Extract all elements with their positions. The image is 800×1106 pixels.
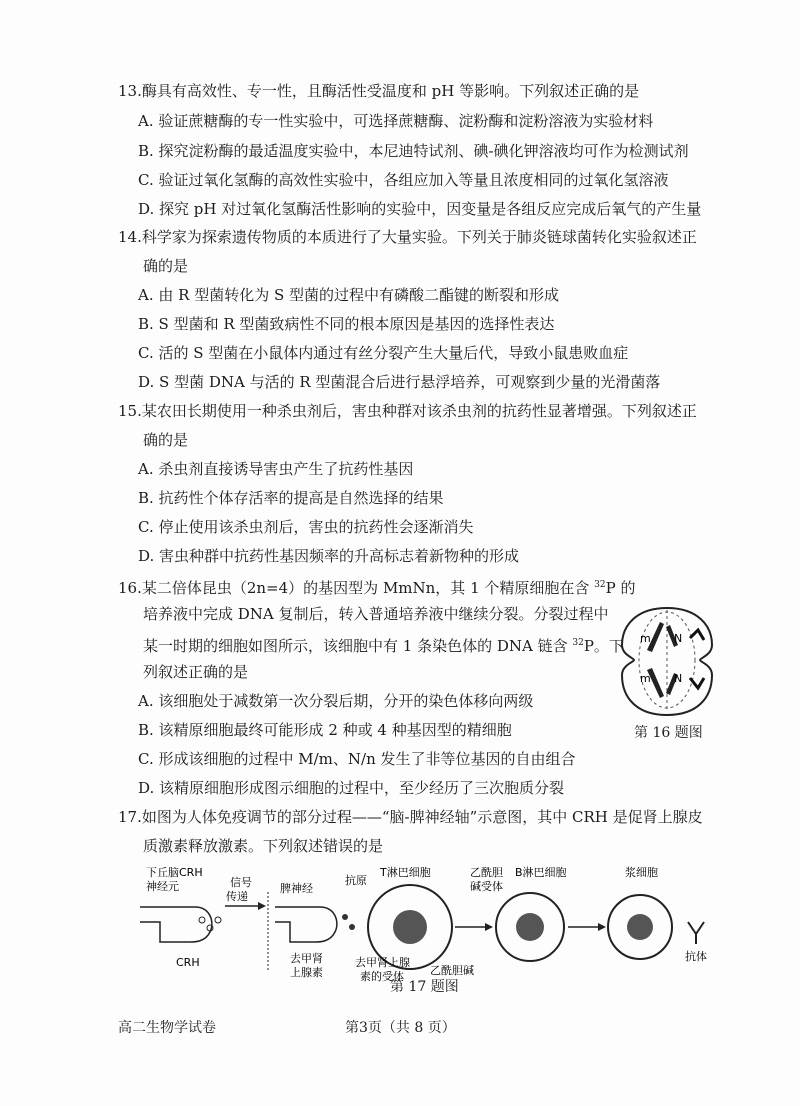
question-16-option-d: D. 该精原细胞形成图示细胞的过程中，至少经历了三次胞质分裂	[138, 779, 565, 797]
ne-vesicle	[349, 924, 355, 930]
label-signal-2: 传递	[226, 890, 248, 903]
question-15-option-b: B. 抗药性个体存活率的提高是自然选择的结果	[138, 489, 444, 507]
b-cell-nucleus	[516, 913, 544, 941]
question-15-option-c: C. 停止使用该杀虫剂后，害虫的抗药性会逐渐消失	[138, 518, 474, 536]
label-ach-receptor-2: 碱受体	[470, 880, 503, 893]
question-14-stem: 14.科学家为探索遗传物质的本质进行了大量实验。下列关于肺炎链球菌转化实验叙述正	[118, 228, 697, 246]
question-17-stem: 17.如图为人体免疫调节的部分过程——“脑-脾神经轴”示意图，其中 CRH 是促肾上腺皮	[118, 808, 703, 826]
label-n-lower: N	[674, 672, 683, 685]
question-13-option-a: A. 验证蔗糖酶的专一性实验中，可选择蔗糖酶、淀粉酶和淀粉溶液为实验材料	[138, 112, 654, 130]
question-14-stem-cont: 确的是	[143, 257, 189, 275]
question-14-option-a: A. 由 R 型菌转化为 S 型菌的过程中有磷酸二酯键的断裂和形成	[138, 286, 560, 304]
label-crh-neuron-1: 下丘脑CRH	[146, 866, 203, 879]
question-13-stem: 13.酶具有高效性、专一性，且酶活性受温度和 pH 等影响。下列叙述正确的是	[118, 82, 640, 100]
question-17-figure-caption: 第 17 题图	[390, 979, 459, 995]
chromosome-upper-right	[690, 630, 704, 640]
antibody-shape	[688, 922, 704, 944]
question-17-figure	[140, 862, 720, 992]
label-m-upper: m	[640, 632, 651, 645]
footer-page-number: 第3页（共 8 页）	[345, 1020, 456, 1036]
label-b-cell: B淋巴细胞	[515, 866, 567, 879]
question-17-stem-cont: 质激素释放激素。下列叙述错误的是	[143, 837, 384, 855]
question-16-figure-caption: 第 16 题图	[634, 725, 703, 741]
label-ne-2: 上腺素	[290, 966, 323, 979]
question-15-stem: 15.某农田长期使用一种杀虫剂后，害虫种群对该杀虫剂的抗药性显著增强。下列叙述正	[118, 402, 697, 420]
crh-vesicle	[215, 917, 221, 923]
question-14-option-c: C. 活的 S 型菌在小鼠体内通过有丝分裂产生大量后代，导致小鼠患败血症	[138, 344, 629, 362]
label-crh: CRH	[176, 956, 200, 969]
question-16-figure	[612, 600, 722, 720]
chromosome-lower-right	[690, 678, 704, 688]
label-antibody: 抗体	[685, 950, 707, 963]
question-14-option-d: D. S 型菌 DNA 与活的 R 型菌混合后进行悬浮培养，可观察到少量的光滑菌落	[138, 373, 661, 391]
label-n-upper: N	[674, 632, 683, 645]
question-15-option-a: A. 杀虫剂直接诱导害虫产生了抗药性基因	[138, 460, 414, 478]
label-ach: 乙酰胆碱	[430, 964, 474, 977]
crh-vesicle	[199, 917, 205, 923]
question-14-option-b: B. S 型菌和 R 型菌致病性不同的根本原因是基因的选择性表达	[138, 315, 555, 333]
label-signal-1: 信号	[230, 876, 252, 889]
question-13-option-d: D. 探究 pH 对过氧化氢酶活性影响的实验中，因变量是各组反应完成后氧气的产生量	[138, 200, 702, 218]
question-16-stem-cont-3: 列叙述正确的是	[143, 663, 249, 681]
footer-exam-title: 高二生物学试卷	[118, 1020, 216, 1036]
question-16-stem: 16.某二倍体昆虫（2n=4）的基因型为 MmNn，其 1 个精原细胞在含 $^{32}$P 的	[118, 579, 636, 597]
question-16-option-a: A. 该细胞处于减数第一次分裂后期，分开的染色体移向两级	[138, 692, 534, 710]
crh-neuron	[140, 907, 212, 942]
arrow-t-to-b-head	[485, 923, 493, 931]
label-ne-1: 去甲肾	[290, 952, 323, 965]
question-15-option-d: D. 害虫种群中抗药性基因频率的升高标志着新物种的形成	[138, 547, 520, 565]
plasma-cell-nucleus	[627, 914, 653, 940]
question-13-option-b: B. 探究淀粉酶的最适温度实验中，本尼迪特试剂、碘-碘化钾溶液均可作为检测试剂	[138, 142, 689, 160]
label-m-lower: m	[640, 672, 651, 685]
question-16-option-b: B. 该精原细胞最终可能形成 2 种或 4 种基因型的精细胞	[138, 721, 512, 739]
question-16-stem-cont-1: 培养液中完成 DNA 复制后，转入普通培养液中继续分裂。分裂过程中	[143, 605, 609, 623]
spleen-nerve	[275, 907, 337, 942]
question-15-stem-cont: 确的是	[143, 431, 189, 449]
label-spleen-nerve: 脾神经	[280, 882, 313, 895]
question-13-option-c: C. 验证过氧化氢酶的高效性实验中，各组应加入等量且浓度相同的过氧化氢溶液	[138, 171, 669, 189]
label-ne-receptor-2: 素的受体	[360, 970, 404, 983]
label-antigen: 抗原	[345, 874, 367, 887]
ne-vesicle	[342, 914, 348, 920]
label-plasma-cell: 浆细胞	[625, 866, 658, 879]
label-ach-receptor-1: 乙酰胆	[470, 866, 503, 879]
t-cell-nucleus	[393, 910, 427, 944]
label-crh-neuron-2: 神经元	[146, 880, 179, 893]
signal-arrow-head	[258, 902, 266, 910]
question-16-stem-cont-2: 某一时期的细胞如图所示，该细胞中有 1 条染色体的 DNA 链含 $^{32}$P。下	[143, 637, 624, 655]
label-t-cell: T淋巴细胞	[380, 866, 431, 879]
label-ne-receptor-1: 去甲肾上腺	[355, 956, 410, 969]
question-16-option-c: C. 形成该细胞的过程中 M/m、N/n 发生了非等位基因的自由组合	[138, 750, 576, 768]
arrow-b-to-plasma-head	[598, 923, 606, 931]
